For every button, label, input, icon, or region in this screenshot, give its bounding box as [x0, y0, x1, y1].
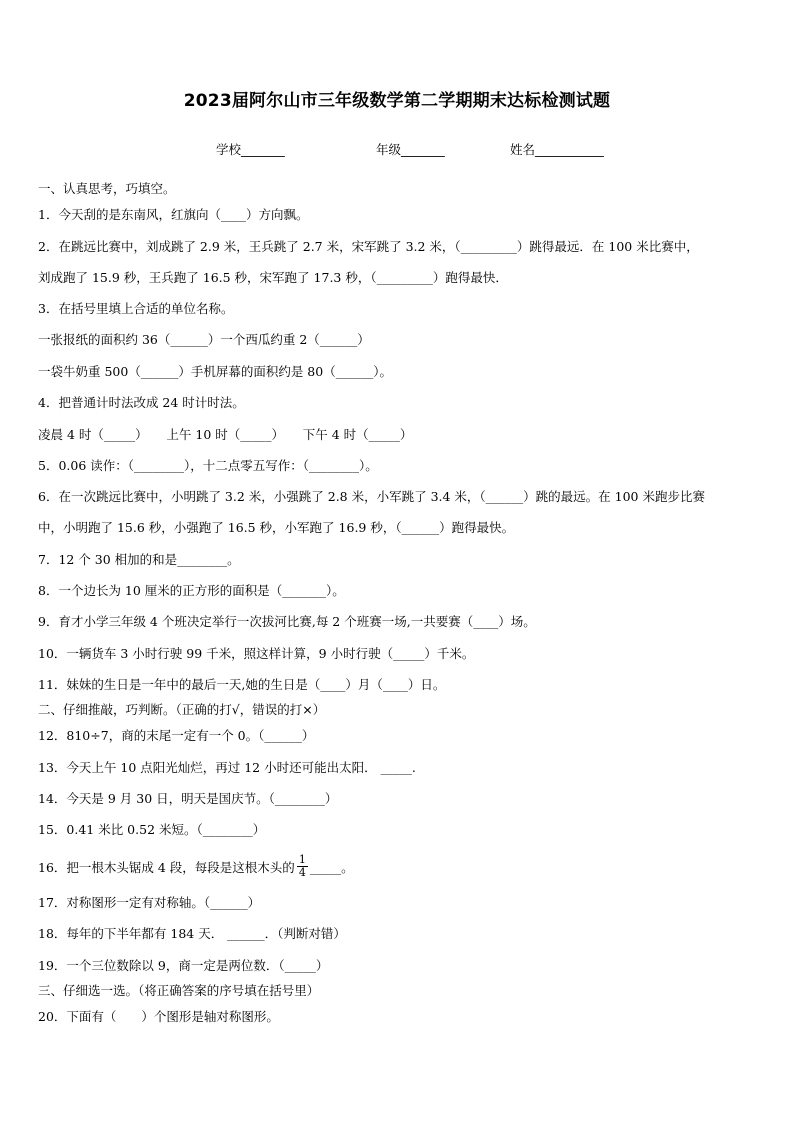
- question-13: 13．今天上午 10 点阳光灿烂，再过 12 小时还可能出太阳． _____.: [38, 760, 416, 775]
- question-17: 17．对称图形一定有对称轴。（______）: [38, 895, 261, 910]
- question-10: 10．一辆货车 3 小时行驶 99 千米，照这样计算，9 小时行驶（_____）千米。: [38, 646, 475, 661]
- section-heading-2: 二、仔细推敲，巧判断。（正确的打√，错误的打×）: [38, 702, 326, 717]
- question-19: 19．一个三位数除以 9，商一定是两位数．（_____）: [38, 958, 329, 973]
- question-6-line-2: 中，小明跑了 15.6 秒，小强跑了 16.5 秒，小军跑了 16.9 秒，（______）跑得最快。: [38, 520, 515, 535]
- question-15: 15．0.41 米比 0.52 米短。（________）: [38, 822, 266, 837]
- fraction: [297, 854, 308, 879]
- page-title: 2023届阿尔山市三年级数学第二学期期末达标检测试题: [183, 91, 611, 111]
- school-field: 学校_______: [216, 142, 285, 157]
- question-18: 18．每年的下半年都有 184 天． ______．（判断对错）: [38, 926, 346, 941]
- question-6-line-1: 6．在一次跳远比赛中，小明跳了 3.2 米，小强跳了 2.8 米，小军跳了 3.4 米，（______）跳的最远。在 100 米跑步比赛: [38, 489, 705, 504]
- grade-field: 年级_______: [376, 142, 445, 157]
- question-3-line-1: 一张报纸的面积约 36（______）一个西瓜约重 2（______）: [38, 332, 370, 347]
- question-11: 11．妹妹的生日是一年中的最后一天,她的生日是（____）月（____）日。: [38, 677, 446, 692]
- question-16: [38, 853, 354, 881]
- question-7: 7．12 个 30 相加的和是________。: [38, 552, 240, 567]
- section-heading-1: 一、认真思考，巧填空。: [38, 181, 176, 196]
- question-14: 14．今天是 9 月 30 日，明天是国庆节。（________）: [38, 791, 338, 806]
- section-heading-3: 三、仔细选一选。（将正确答案的序号填在括号里）: [38, 983, 320, 998]
- fraction-denominator: 4: [298, 866, 306, 879]
- question-3-line-2: 一袋牛奶重 500（______）手机屏幕的面积约是 80（______）。: [38, 364, 392, 379]
- question-1: 1．今天刮的是东南风，红旗向（____）方向飘。: [38, 207, 309, 222]
- fraction-numerator: 1: [298, 853, 306, 866]
- question-2-line-1: 2．在跳远比赛中，刘成跳了 2.9 米，王兵跳了 2.7 米，宋军跳了 3.2 米，（_________）跳得最远．在 100 米比赛中，: [38, 239, 699, 254]
- question-16-text: 16．把一根木头锯成 4 段，每段是这根木头的: [38, 860, 295, 875]
- name-field: 姓名___________: [510, 142, 604, 157]
- question-9: 9．育才小学三年级 4 个班决定举行一次拔河比赛,每 2 个班赛一场,一共要赛（____）场。: [38, 614, 536, 629]
- question-4: 4．把普通计时法改成 24 时计时法。: [38, 395, 245, 410]
- question-20: 20．下面有（ ）个图形是轴对称图形。: [38, 1009, 279, 1024]
- question-3: 3．在括号里填上合适的单位名称。: [38, 301, 234, 316]
- question-16-blank: _____。: [309, 860, 354, 875]
- question-12: 12．810÷7，商的末尾一定有一个 0。（______）: [38, 728, 315, 743]
- question-5: 5．0.06 读作：（________），十二点零五写作：（________）。: [38, 458, 378, 473]
- question-2-line-2: 刘成跑了 15.9 秒，王兵跑了 16.5 秒，宋军跑了 17.3 秒，（_________）跑得最快．: [38, 270, 508, 285]
- question-4-line-1: 凌晨 4 时（_____） 上午 10 时（_____） 下午 4 时（_____）: [38, 427, 413, 442]
- question-8: 8．一个边长为 10 厘米的正方形的面积是（_______）。: [38, 583, 345, 598]
